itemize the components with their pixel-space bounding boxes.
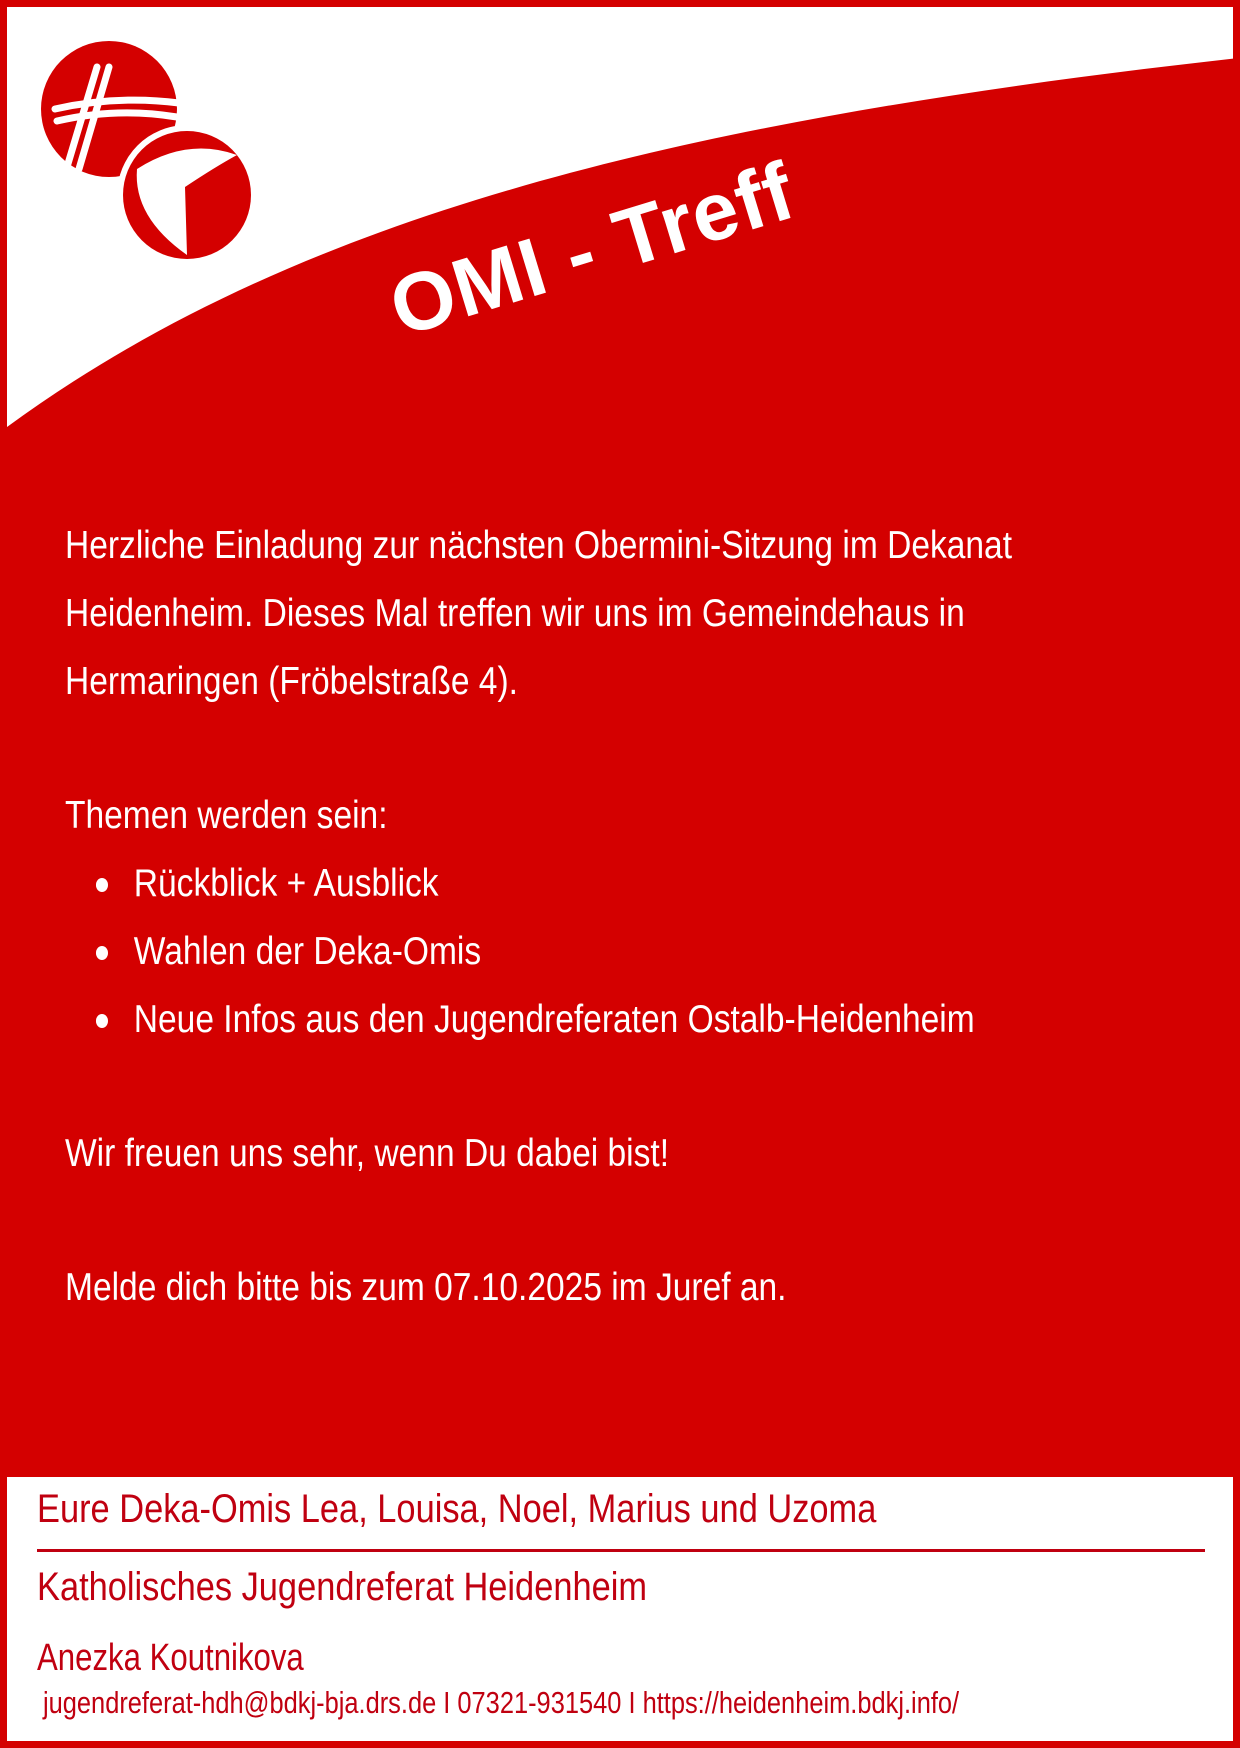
signature: Eure Deka-Omis Lea, Louisa, Noel, Marius und Uzoma (37, 1487, 877, 1531)
intro-paragraph: Herzliche Einladung zur nächsten Obermini-Sitzung im Dekanat Heidenheim. Dieses Mal treffen wir uns im Gemeindehaus in Hermaringen (Fröbelstraße 4). (65, 524, 1013, 703)
footer-divider (37, 1549, 1205, 1552)
closing-text: Wir freuen uns sehr, wenn Du dabei bist! (65, 1132, 670, 1175)
contact-line: jugendreferat-hdh@bdkj-bja.drs.de I 07321-931540 I https://heidenheim.bdkj.info/ (43, 1685, 960, 1720)
list-item: Wahlen der Deka-Omis (134, 918, 1020, 986)
registration-text: Melde dich bitte bis zum 07.10.2025 im Juref an. (65, 1266, 787, 1309)
list-item: Neue Infos aus den Jugendreferaten Ostalb-Heidenheim (134, 986, 1020, 1054)
invitation-body (65, 512, 1020, 1322)
bdkj-cross-circles-logo-icon (37, 37, 277, 277)
organization-name: Katholisches Jugendreferat Heidenheim (37, 1565, 648, 1609)
list-item: Rückblick + Ausblick (134, 850, 1020, 918)
topics-heading: Themen werden sein: (65, 794, 388, 837)
topics-list (65, 850, 1020, 1054)
page-title: OMI - Treff (379, 145, 805, 355)
contact-person: Anezka Koutnikova (37, 1637, 304, 1679)
